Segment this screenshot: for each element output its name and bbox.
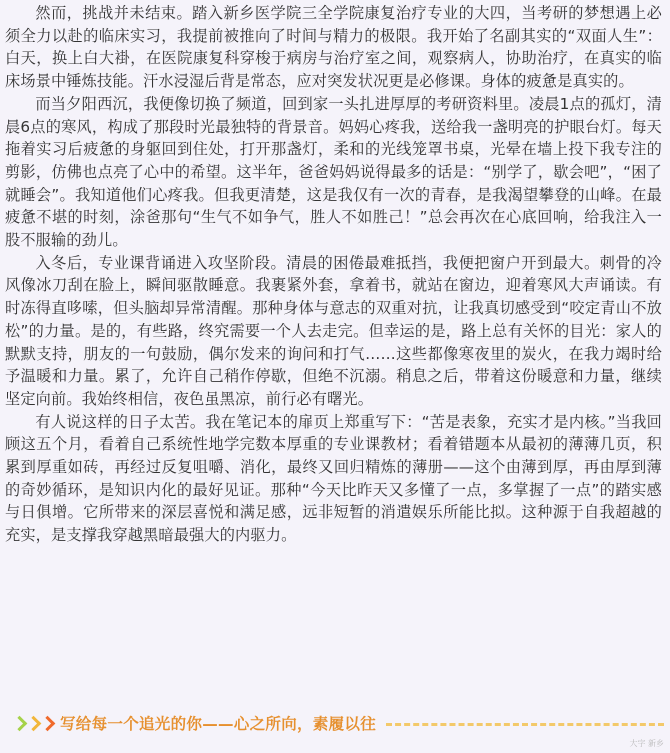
chevron-right-icon: [40, 715, 56, 731]
paragraph-1: 然而，挑战并未结束。踏入新乡医学院三全学院康复治疗专业的大四，当考研的梦想遇上必须全力以赴的临床实习，我提前被推向了时间与精力的极限。我开始了名副其实的“双面人生”：白天，换上白大褂，在医院康复科穿梭于病房与治疗室之间，观察病人，协助治疗，在真实的临床场景中锤炼技能。汗水浸湿后背是常态，应对突发状况更是必修课。身体的疲惫是真实的。: [5, 4, 662, 91]
watermark: 大字 新乡: [629, 739, 664, 748]
paragraph-4: 有人说这样的日子太苦。我在笔记本的扉页上郑重写下：“苦是表象，充实才是内核。”当我回顾这五个月，看着自己系统性地学完数本厚重的专业课教材；看着错题本从最初的薄薄几页，积累到厚重如砖，再经过反复咀嚼、消化，最终又回归精炼的薄册——这个由薄到厚，再由厚到薄的奇妙循环，是知识内化的最好见证。那种“今天比昨天又多懂了一点，多掌握了一点”的踏实感与日俱增。它所带来的深层喜悦和满足感，远非短暂的消遣娱乐所能比拟。这种源于自我超越的充实，是支撑我穿越黑暗最强大的内驱力。: [5, 412, 662, 545]
triple-chevron-icon: [14, 718, 56, 729]
paragraph-3: 入冬后，专业课背诵进入攻坚阶段。清晨的困倦最难抵挡，我便把窗户开到最大。刺骨的冷风像冰刀刮在脸上，瞬间驱散睡意。我裹紧外套，拿着书，就站在窗边，迎着寒风大声诵读。有时冻得直哆嗦，但头脑却异常清醒。那种身体与意志的双重对抗，让我真切感受到“咬定青山不放松”的力量。是的，有些路，终究需要一个人去走完。但幸运的是，路上总有关怀的目光：家人的默默支持，朋友的一句鼓励，偶尔发来的询问和打气……这些都像寒夜里的炭火，在我力竭时给予温暖和力量。累了，允许自己稍作停歇，但绝不沉溺。稍息之后，带着这份暖意和力量，继续坚定向前。我始终相信，夜色虽黑凉，前行必有曙光。: [5, 253, 662, 408]
dashed-divider: [386, 723, 664, 726]
section-footer: [14, 708, 664, 738]
paragraph-2: 而当夕阳西沉，我便像切换了频道，回到家一头扎进厚厚的考研资料里。凌晨1点的孤灯，清晨6点的寒风，构成了那段时光最独特的背景音。妈妈心疼我，送给我一盏明亮的护眼台灯。每天拖着实习后疲惫的身躯回到住处，打开那盏灯，柔和的光线笼罩书桌，光晕在墙上投下我专注的剪影，仿佛也点亮了心中的希望。这半年，爸爸妈妈说得最多的话是：“别学了，歇会吧”，“困了就睡会”。我知道他们心疼我。但我更清楚，这是我仅有一次的青春，是我渴望攀登的山峰。在最疲惫不堪的时刻，涂爸那句“生气不如争气，胜人不如胜己！”总会再次在心底回响，给我注入一股不服输的劲儿。: [5, 94, 662, 250]
footer-title: 写给每一个追光的你——心之所向，素履以往: [60, 715, 377, 733]
article-body: [5, 2, 662, 547]
